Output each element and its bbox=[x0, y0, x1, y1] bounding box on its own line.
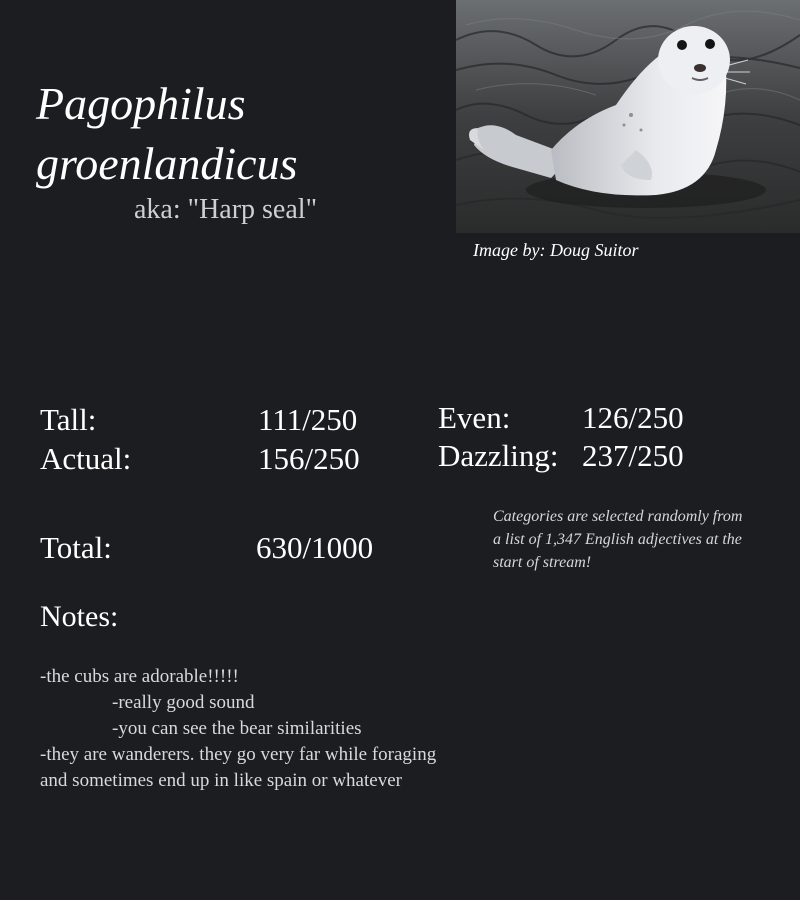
image-credit: Image by: Doug Suitor bbox=[473, 240, 639, 260]
seal-photo bbox=[456, 0, 800, 233]
score-label-tall: Tall: bbox=[40, 402, 97, 437]
score-value-tall: 111/250 bbox=[258, 402, 358, 437]
seal-photo-icon bbox=[456, 0, 800, 233]
notes-heading: Notes: bbox=[40, 600, 119, 633]
score-value-dazzling: 237/250 bbox=[582, 438, 684, 473]
list-item: and sometimes end up in like spain or whatever bbox=[40, 770, 402, 791]
score-label-actual: Actual: bbox=[40, 441, 132, 476]
species-common-name: aka: "Harp seal" bbox=[134, 194, 317, 225]
list-item: -they are wanderers. they go very far while foraging bbox=[40, 744, 437, 765]
categories-note: Categories are selected randomly from a list of 1,347 English adjectives at the start of stream! bbox=[493, 508, 743, 571]
list-item: -you can see the bear similarities bbox=[112, 718, 362, 739]
notes-list bbox=[40, 664, 500, 794]
score-label-total: Total: bbox=[40, 530, 112, 565]
score-value-actual: 156/250 bbox=[258, 441, 360, 476]
score-label-even: Even: bbox=[438, 400, 511, 435]
score-value-total: 630/1000 bbox=[256, 530, 374, 565]
score-value-even: 126/250 bbox=[582, 400, 684, 435]
list-item: -the cubs are adorable!!!!! bbox=[40, 666, 239, 687]
species-scientific-name: Pagophilus groenlandicus bbox=[36, 78, 298, 189]
list-item: -really good sound bbox=[112, 692, 255, 713]
score-label-dazzling: Dazzling: bbox=[438, 438, 559, 473]
